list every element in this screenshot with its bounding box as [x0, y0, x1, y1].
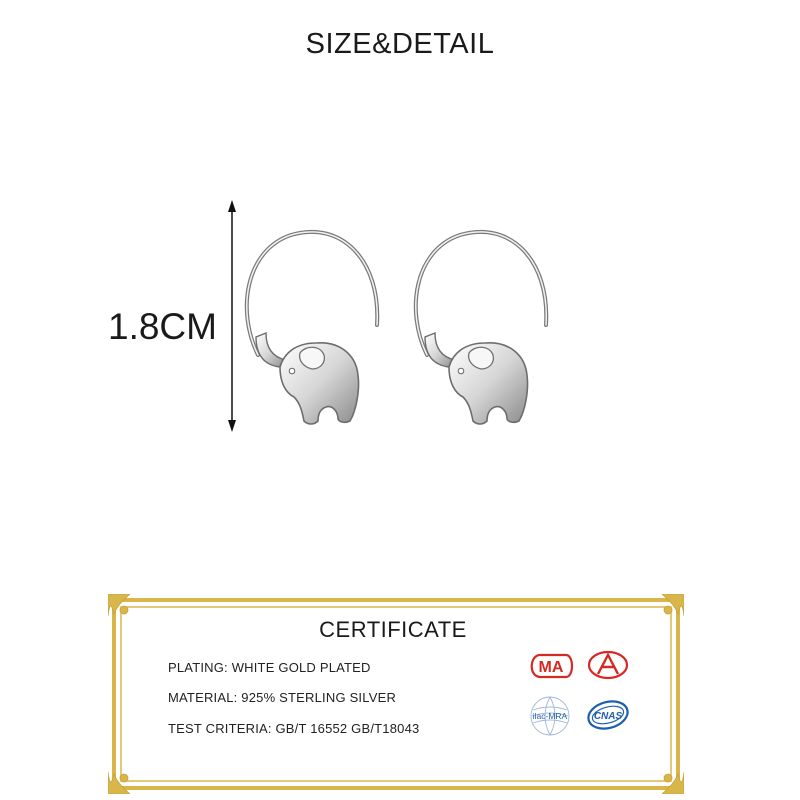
elephant-earring-left	[236, 215, 396, 435]
cert-row-value: WHITE GOLD PLATED	[231, 660, 371, 675]
cert-row-test-criteria	[168, 721, 419, 736]
svg-text:MA: MA	[538, 659, 564, 676]
cert-row-value: GB/T 16552 GB/T18043	[275, 721, 420, 736]
cma-logo-icon	[526, 652, 576, 680]
cert-row-key: PLATING:	[168, 660, 228, 675]
cert-row-material	[168, 690, 396, 705]
svg-text:CNAS: CNAS	[593, 711, 623, 722]
certificate-title: CERTIFICATE	[319, 617, 467, 642]
cert-row-key: MATERIAL:	[168, 690, 238, 705]
svg-text:ilac-MRA: ilac-MRA	[532, 711, 568, 721]
cal-logo-icon	[586, 650, 630, 680]
cnas-logo-icon	[586, 698, 630, 732]
cert-row-value: 925% STERLING SILVER	[241, 690, 397, 705]
size-label: 1.8CM	[108, 306, 217, 347]
cert-row-plating	[168, 660, 371, 675]
cert-row-key: TEST CRITERIA:	[168, 721, 272, 736]
ilac-mra-logo-icon	[527, 695, 573, 737]
elephant-earring-right	[405, 215, 565, 435]
page-title: SIZE&DETAIL	[305, 28, 495, 60]
